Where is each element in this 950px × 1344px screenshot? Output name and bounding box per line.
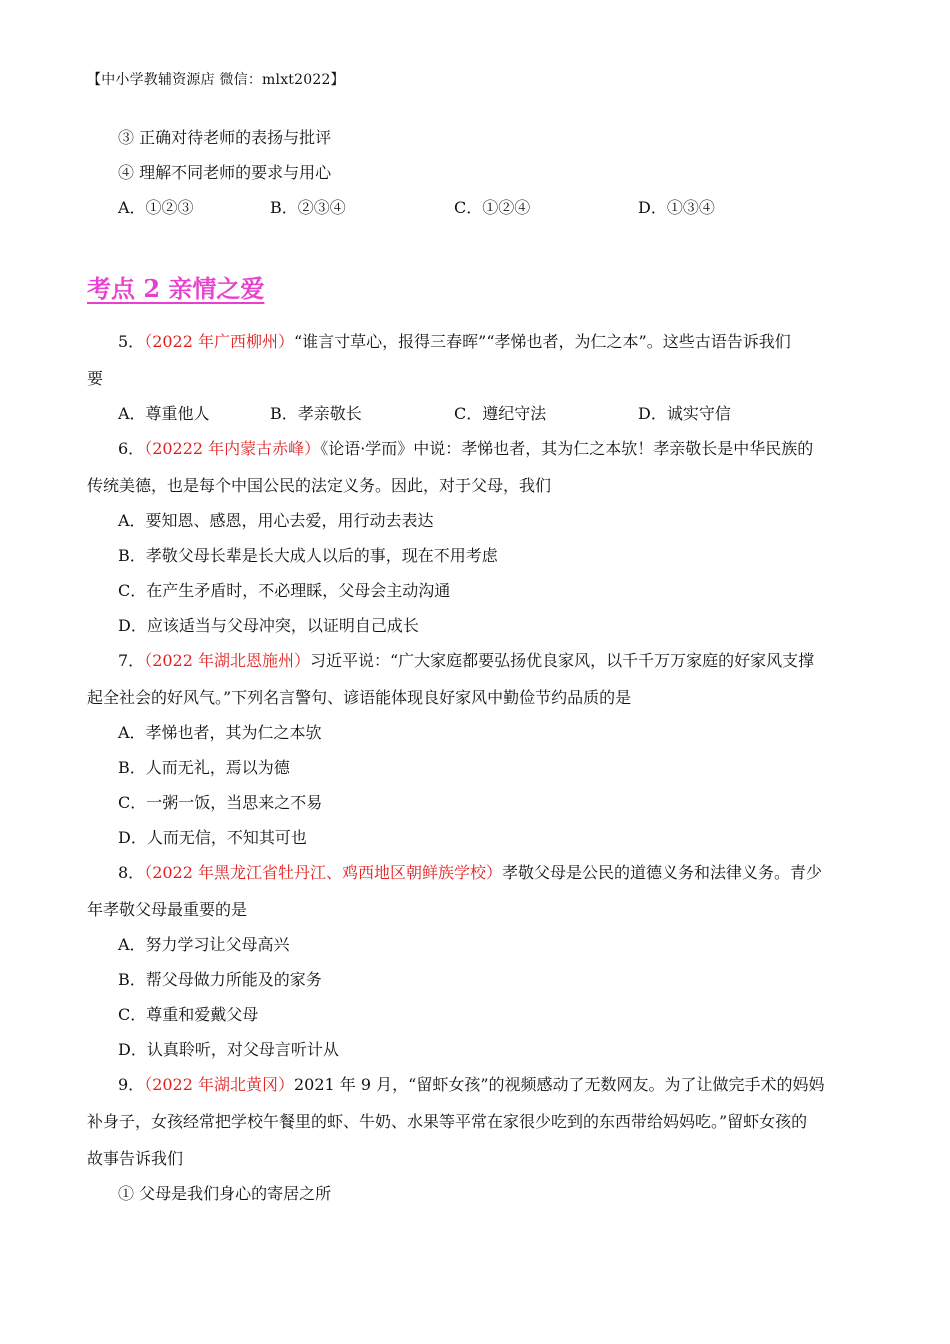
q5-option-b: B．孝亲敬长 xyxy=(270,404,362,423)
q8-stem-cont: 年孝敬父母最重要的是 xyxy=(87,900,248,919)
statement-4: ④ 理解不同老师的要求与用心 xyxy=(118,163,332,182)
q6-text: 《论语·学而》中说：孝悌也者，其为仁之本欤！孝亲敬长是中华民族的 xyxy=(320,439,814,458)
q5-stem xyxy=(118,332,791,352)
q7-source: （2022 年湖北恩施州） xyxy=(144,651,310,670)
q9-source: （2022 年湖北黄冈） xyxy=(144,1075,294,1094)
q7-option-a: A．孝悌也者，其为仁之本欤 xyxy=(118,723,322,742)
q5-option-d: D．诚实守信 xyxy=(638,404,731,423)
q6-option-b: B．孝敬父母长辈是长大成人以后的事，现在不用考虑 xyxy=(118,546,498,565)
q7-option-b: B．人而无礼，焉以为德 xyxy=(118,758,290,777)
q7-stem-cont: 起全社会的好风气。”下列名言警句、谚语能体现良好家风中勤俭节约品质的是 xyxy=(87,688,632,707)
q5-option-c: C．遵纪守法 xyxy=(454,404,547,423)
q9-number: 9． xyxy=(118,1075,145,1094)
q5-number: 5． xyxy=(118,332,145,351)
q4-option-b: B．②③④ xyxy=(270,198,346,217)
q8-stem xyxy=(118,863,822,883)
q4-option-a: A．①②③ xyxy=(118,198,194,217)
q9-stem-cont-2: 故事告诉我们 xyxy=(87,1149,184,1168)
q4-option-c: C．①②④ xyxy=(454,198,531,217)
q6-number: 6． xyxy=(118,439,145,458)
q6-option-a: A．要知恩、感恩，用心去爱，用行动去表达 xyxy=(118,511,434,530)
q9-text: 2021 年 9 月，“留虾女孩”的视频感动了无数网友。为了让做完手术的妈妈 xyxy=(294,1075,825,1094)
q7-text: 习近平说：“广大家庭都要弘扬优良家风，以千千万万家庭的好家风支撑 xyxy=(310,651,815,670)
q8-number: 8． xyxy=(118,863,145,882)
q6-stem-cont: 传统美德，也是每个中国公民的法定义务。因此，对于父母，我们 xyxy=(87,476,552,495)
q6-source: （20222 年内蒙古赤峰） xyxy=(144,439,321,458)
q8-option-c: C．尊重和爱戴父母 xyxy=(118,1005,259,1024)
q8-option-b: B．帮父母做力所能及的家务 xyxy=(118,970,322,989)
q9-statement-1: ① 父母是我们身心的寄居之所 xyxy=(118,1184,332,1203)
q5-option-a: A．尊重他人 xyxy=(118,404,210,423)
statement-3: ③ 正确对待老师的表扬与批评 xyxy=(118,128,332,147)
q6-stem xyxy=(118,439,813,459)
q4-option-d: D．①③④ xyxy=(638,198,715,217)
q5-text: “谁言寸草心，报得三春晖”“孝悌也者，为仁之本”。这些古语告诉我们 xyxy=(294,332,791,351)
section-title: 考点 2 亲情之爱 xyxy=(87,274,265,303)
q7-option-d: D．人而无信，不知其可也 xyxy=(118,828,307,847)
q6-option-d: D．应该适当与父母冲突，以证明自己成长 xyxy=(118,616,419,635)
q7-stem xyxy=(118,651,814,671)
q7-option-c: C．一粥一饭，当思来之不易 xyxy=(118,793,323,812)
q8-text: 孝敬父母是公民的道德义务和法律义务。青少 xyxy=(502,863,823,882)
q5-stem-cont: 要 xyxy=(87,369,104,388)
q5-source: （2022 年广西柳州） xyxy=(144,332,294,351)
page-header: 【中小学教辅资源店 微信：mlxt2022】 xyxy=(87,72,345,88)
q8-source: （2022 年黑龙江省牡丹江、鸡西地区朝鲜族学校） xyxy=(144,863,502,882)
q7-number: 7． xyxy=(118,651,145,670)
q8-option-a: A．努力学习让父母高兴 xyxy=(118,935,290,954)
q8-option-d: D．认真聆听，对父母言听计从 xyxy=(118,1040,339,1059)
q9-stem-cont-1: 补身子，女孩经常把学校午餐里的虾、牛奶、水果等平常在家很少吃到的东西带给妈妈吃。”留虾女孩的 xyxy=(87,1112,808,1131)
q6-option-c: C．在产生矛盾时，不必理睬，父母会主动沟通 xyxy=(118,581,451,600)
q9-stem xyxy=(118,1075,825,1095)
